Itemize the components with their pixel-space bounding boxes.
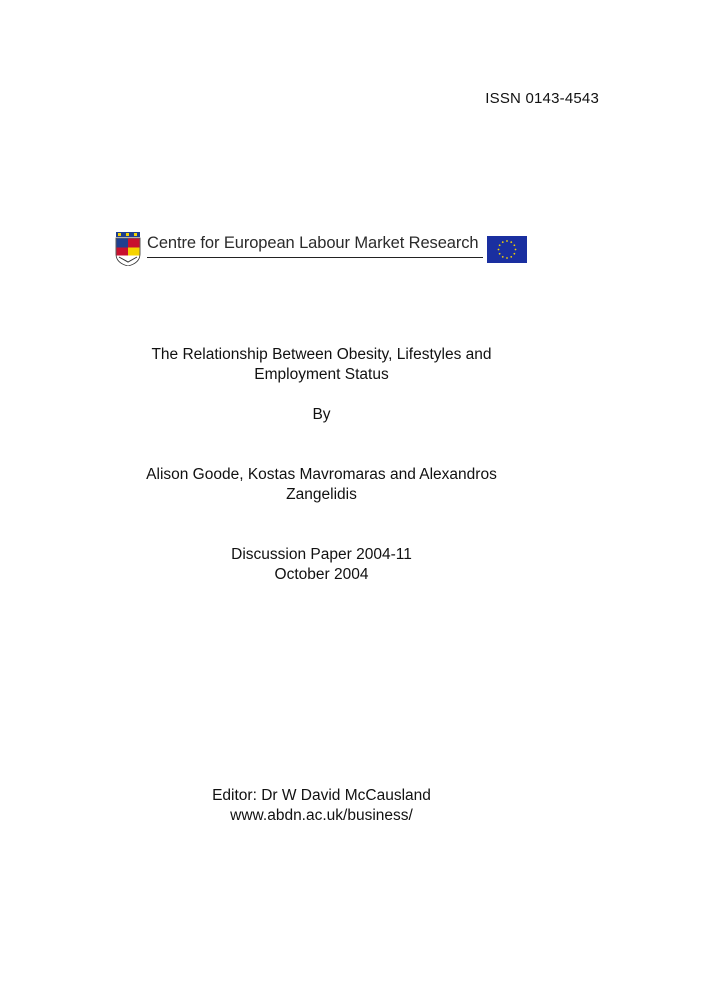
- authors-line-2: Zangelidis: [286, 486, 357, 503]
- authors: [0, 465, 643, 505]
- editor-info: [0, 786, 643, 826]
- publication-date: October 2004: [274, 566, 369, 583]
- discussion-paper-number: Discussion Paper 2004-11: [231, 546, 412, 563]
- authors-line-1: Alison Goode, Kostas Mavromaras and Alexandros: [146, 466, 497, 483]
- paper-title: [0, 345, 643, 385]
- paper-title-line-2: Employment Status: [254, 366, 389, 383]
- paper-title-line-1: The Relationship Between Obesity, Lifestyles and: [151, 346, 492, 363]
- paper-series-info: [0, 545, 643, 585]
- issn-number: ISSN 0143-4543: [485, 90, 599, 107]
- by-label: By: [312, 406, 331, 423]
- editor-name: Editor: Dr W David McCausland: [212, 787, 431, 804]
- website-link[interactable]: www.abdn.ac.uk/business/: [230, 807, 413, 824]
- institution-banner: [115, 230, 527, 266]
- eu-flag-icon: [487, 236, 527, 263]
- university-crest-icon: [115, 232, 141, 266]
- institution-name: Centre for European Labour Market Research: [147, 234, 479, 252]
- banner-underline: [147, 257, 483, 258]
